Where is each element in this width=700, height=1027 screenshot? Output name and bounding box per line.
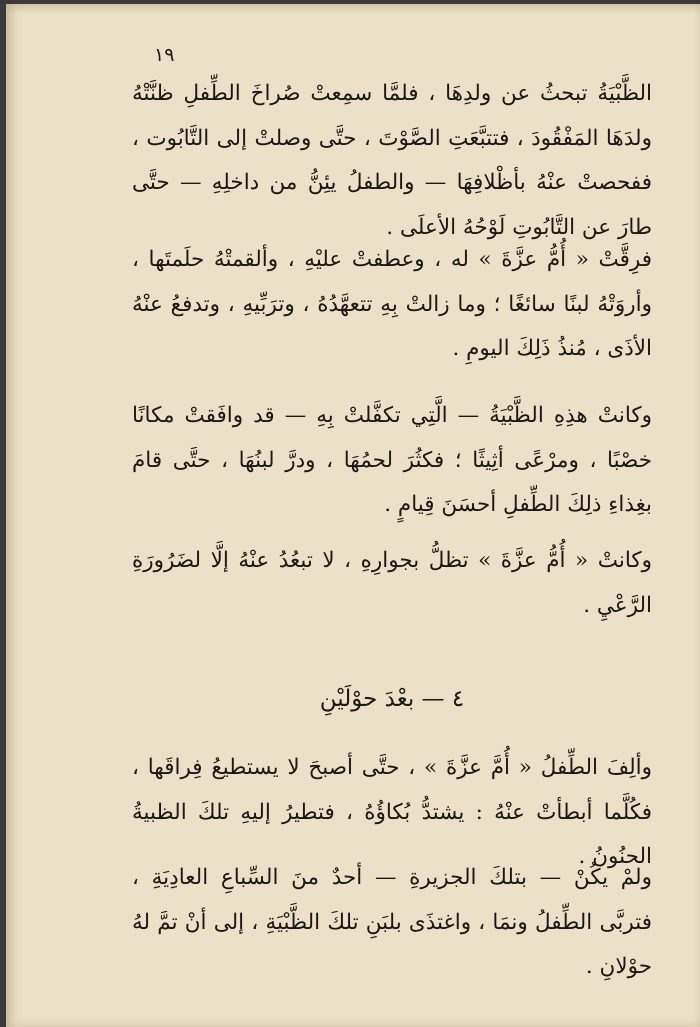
section-heading: ٤ — بعْدَ حوْلَيْنِ [319,686,465,712]
paragraph-3: وكانتْ هذِهِ الظَّبْيَةُ — الَّتِي تكفَّلتْ بِهِ — قد وافَقتْ مكانًا خصْبًا ، ومرْعًى أثِيثًا ؛ فكثُرَ لحمُهَا ، ودرَّ لبنُهَا ، حتَّى قامَ بغِذاءِ ذلِكَ الطِّفلِ أحسَنَ قِيامٍ . [132,403,652,517]
page-number: ١٩ [154,44,175,66]
paragraph-6: ولمْ يكُنْ — بتلكَ الجزيرةِ — أحدٌ منَ السِّباعِ العادِيَةِ ، فتربَّى الطِّفلُ ونمَا ، واغتذَى بلبَنِ تلكَ الظَّبْيَةِ ، إلى أنْ تمَّ لهُ حوْلانِ . [132,865,652,979]
paragraph-1: الظَّبْيَةُ تبحثُ عن ولدِهَا ، فلمَّا سمِعتْ صُراخَ الطِّفلِ ظنَّتْهُ ولدَهَا المَفْقُودَ ، فتتبَّعَتِ الصَّوْتَ ، حتَّى وصلتْ إلى التَّابُوت ، ففحصتْ عنْهُ بأظْلافِهَا — والطفلُ يئِنُّ من داخلِهِ — حتَّى طارَ عن التَّابُوتِ لَوْحُهُ الأعلَى . [132,81,652,240]
book-page [6,4,700,1027]
paragraph-4: وكانتْ « أُمُّ عزَّةَ » تظلُّ بجوارِهِ ، لا تبعُدُ عنْهُ إلَّا لضَرُورَةِ الرَّعْيِ . [132,548,652,618]
paragraph-2: فرِقَّتْ « أُمُّ عزَّةَ » له ، وعطفتْ عليْهِ ، وألقمتْهُ حلَمتَها ، وأروَتْهُ لبنًا سائغًا ؛ وما زالتْ بِهِ تتعهَّدُهُ ، وترَبِّيهِ ، وتدفعُ عنْهُ الأذَى ، مُنذُ ذَلِكَ اليومِ . [132,247,652,361]
paragraph-5: وألِفَ الطِّفلُ « أُمَّ عزَّةَ » ، حتَّى أصبحَ لا يستطيعُ فِراقَها ، فكُلَّما أبطأتْ عنْهُ : يشتدُّ بُكاؤُهُ ، فتطيرُ إليهِ تلكَ الظبيةُ الحنُونُ . [132,755,652,869]
